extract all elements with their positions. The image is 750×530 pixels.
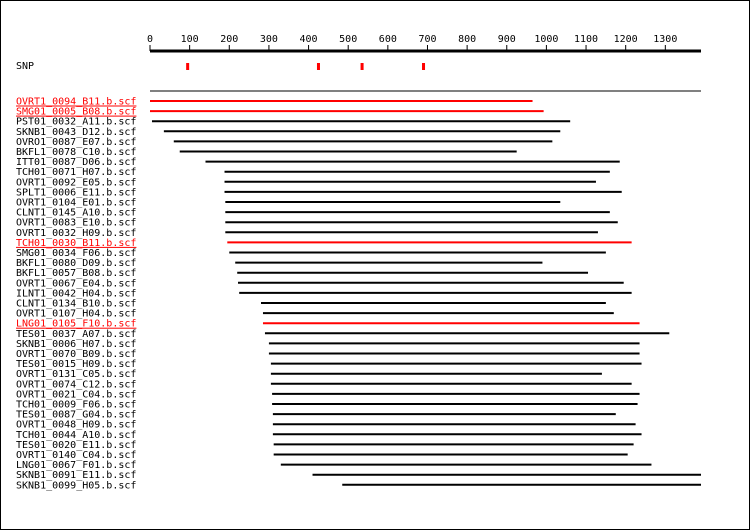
read-name[interactable]: OVRT1_0131_C05.b.scf xyxy=(16,369,137,381)
snp-marker xyxy=(317,63,320,70)
ruler-tick-label: 1000 xyxy=(534,34,559,45)
ruler-tick-label: 0 xyxy=(146,34,154,45)
read-name[interactable]: TCH01_0009_F06.b.scf xyxy=(16,399,137,411)
ruler-tick-label: 200 xyxy=(220,34,239,45)
read-name[interactable]: OVRT1_0094_B11.b.scf xyxy=(16,96,137,108)
read-name[interactable]: SPLT1_0006_E11.b.scf xyxy=(16,187,137,199)
read-name[interactable]: OVRO1_0087_E07.b.scf xyxy=(16,136,137,148)
position-ruler xyxy=(147,34,701,51)
read-name[interactable]: LNG01_0067_F01.b.scf xyxy=(16,460,137,472)
reads-list xyxy=(16,97,701,492)
read-name[interactable]: TES01_0015_H09.b.scf xyxy=(16,359,137,371)
read-name[interactable]: OVRT1_0067_E04.b.scf xyxy=(16,278,137,290)
read-name[interactable]: SKNB1_0099_H05.b.scf xyxy=(16,480,137,492)
ruler-tick-label: 1100 xyxy=(573,34,599,45)
snp-marker xyxy=(422,63,425,70)
read-name[interactable]: BKFL1_0057_B08.b.scf xyxy=(16,268,137,280)
ruler-tick-label: 800 xyxy=(458,34,477,45)
read-name[interactable]: SMG01_0005_B08.b.scf xyxy=(16,106,137,118)
read-name[interactable]: PST01_0032_A11.b.scf xyxy=(16,116,137,128)
read-name[interactable]: OVRT1_0092_E05.b.scf xyxy=(16,177,137,189)
read-name[interactable]: TCH01_0030_B11.b.scf xyxy=(16,237,137,249)
ruler-tick-label: 900 xyxy=(497,34,516,45)
read-name[interactable]: OVRT1_0021_C04.b.scf xyxy=(16,389,137,401)
read-name[interactable]: OVRT1_0104_E01.b.scf xyxy=(16,197,137,209)
read-name[interactable]: ILNT1_0042_H04.b.scf xyxy=(16,288,137,300)
ruler-tick-label: 600 xyxy=(378,34,397,45)
read-name[interactable]: SKNB1_0091_E11.b.scf xyxy=(16,470,137,482)
read-name[interactable]: OVRT1_0107_H04.b.scf xyxy=(16,308,137,320)
ruler-tick-label: 500 xyxy=(339,34,358,45)
read-name[interactable]: OVRT1_0140_C04.b.scf xyxy=(16,450,137,461)
ruler-tick-label: 1300 xyxy=(653,34,678,45)
read-name[interactable]: TES01_0037_A07.b.scf xyxy=(16,328,137,340)
ruler-tick-label: 300 xyxy=(259,34,278,45)
read-name[interactable]: SKNB1_0043_D12.b.scf xyxy=(16,126,137,138)
read-name[interactable]: CLNT1_0134_B10.b.scf xyxy=(16,298,137,310)
read-name[interactable]: BKFL1_0080_D09.b.scf xyxy=(16,258,137,270)
read-name[interactable]: OVRT1_0032_H09.b.scf xyxy=(16,227,137,239)
read-name[interactable]: BKFL1_0078_C10.b.scf xyxy=(16,147,137,158)
read-name[interactable]: ITT01_0087_D06.b.scf xyxy=(16,157,137,169)
read-name[interactable]: SKNB1_0006_H07.b.scf xyxy=(16,338,137,350)
read-name[interactable]: TES01_0020_E11.b.scf xyxy=(16,439,137,451)
ruler-tick-label: 700 xyxy=(418,34,437,45)
read-name[interactable]: OVRT1_0048_H09.b.scf xyxy=(16,419,137,431)
snp-track-label: SNP xyxy=(16,61,35,72)
read-name[interactable]: SMG01_0034_F06.b.scf xyxy=(16,248,137,259)
ruler-tick-label: 1200 xyxy=(613,34,638,45)
read-name[interactable]: CLNT1_0145_A10.b.scf xyxy=(16,207,137,219)
snp-marker xyxy=(361,63,364,70)
read-name[interactable]: OVRT1_0083_E10.b.scf xyxy=(16,217,137,229)
snp-track xyxy=(186,63,425,70)
read-name[interactable]: LNG01_0105_F10.b.scf xyxy=(16,318,137,330)
read-name[interactable]: TCH01_0071_H07.b.scf xyxy=(16,167,137,179)
ruler-tick-label: 100 xyxy=(180,34,199,45)
alignment-viewer xyxy=(1,1,749,529)
read-name[interactable]: TCH01_0044_A10.b.scf xyxy=(16,429,137,441)
read-name[interactable]: OVRT1_0070_B09.b.scf xyxy=(16,349,137,360)
read-name[interactable]: TES01_0087_G04.b.scf xyxy=(16,409,137,421)
read-row[interactable] xyxy=(16,480,701,491)
snp-marker xyxy=(186,63,189,70)
read-name[interactable]: OVRT1_0074_C12.b.scf xyxy=(16,379,137,391)
ruler-tick-label: 400 xyxy=(299,34,318,45)
